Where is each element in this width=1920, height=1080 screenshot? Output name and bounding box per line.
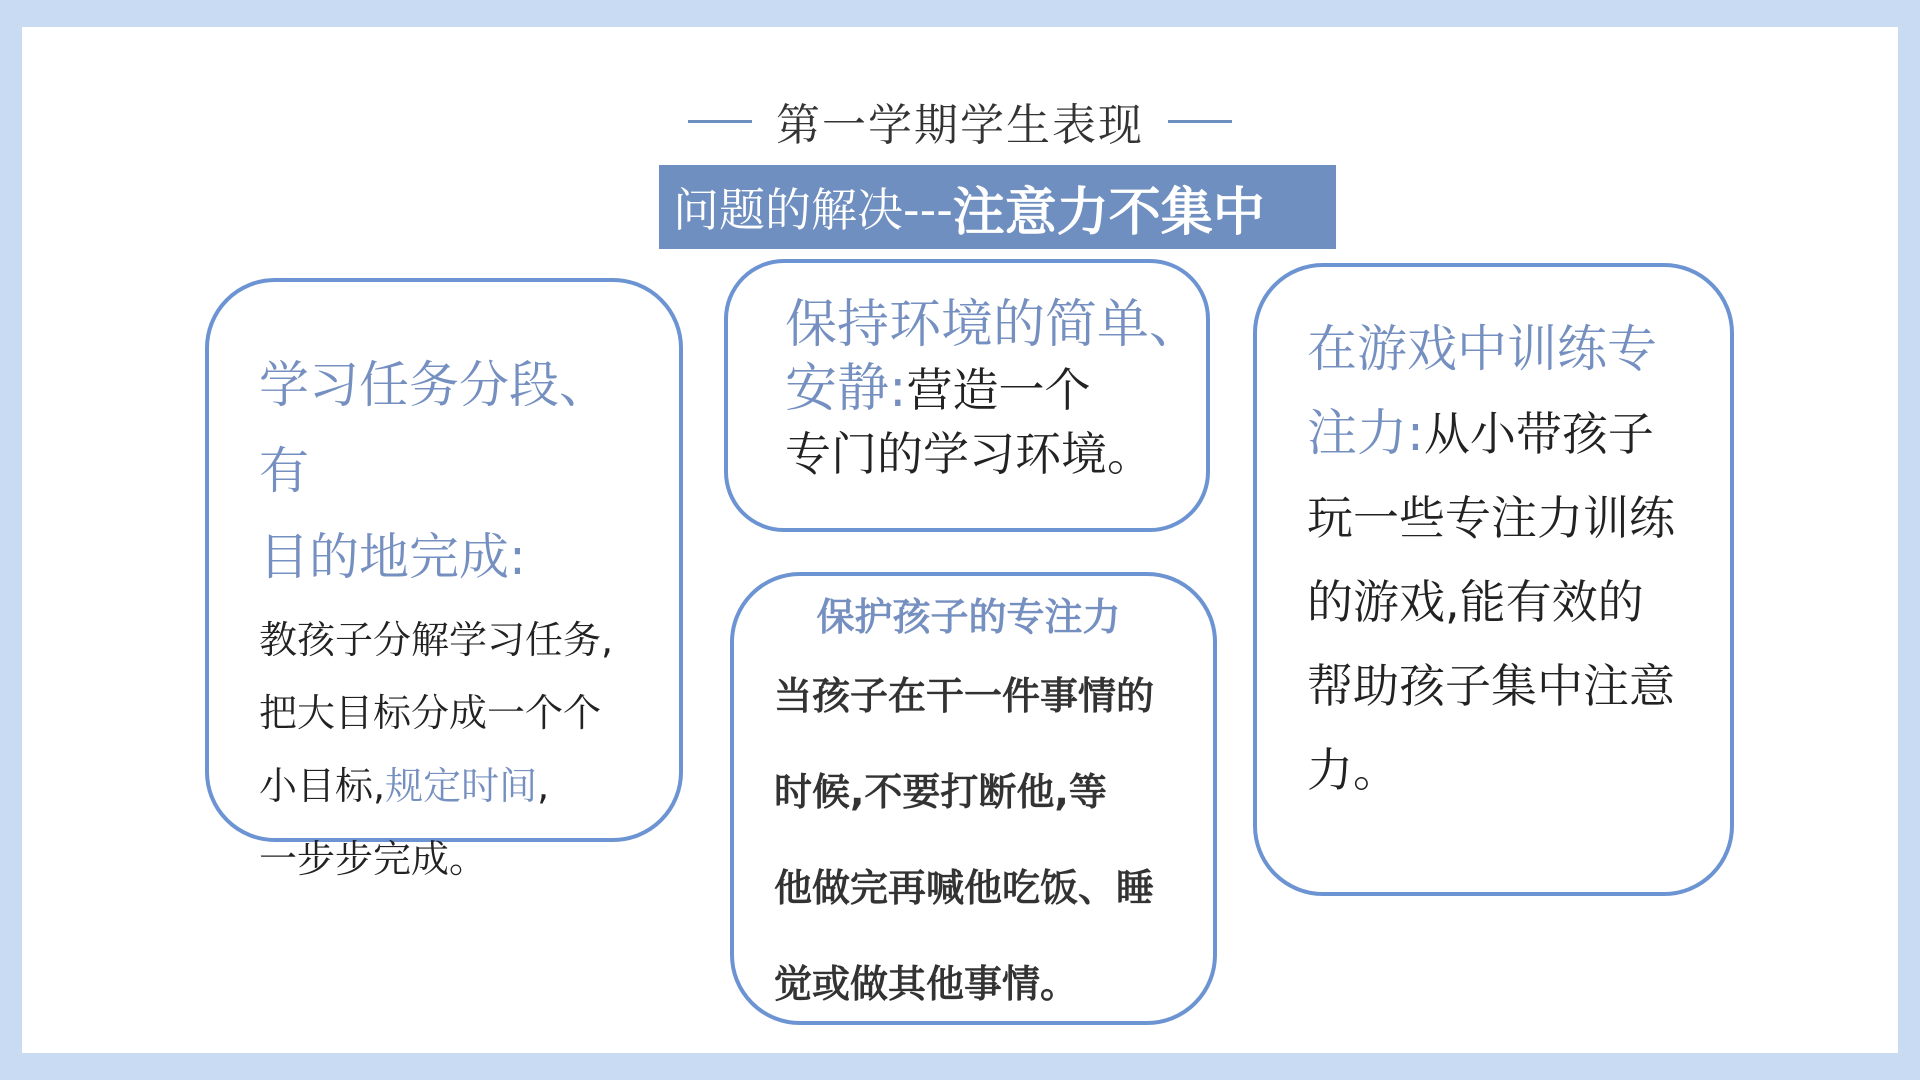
- body-line: 帮助孩子集中注意: [1307, 659, 1675, 713]
- topic-banner: [659, 165, 1336, 249]
- body-line: 教孩子分解学习任务,: [259, 618, 614, 662]
- card-games: [1253, 263, 1734, 896]
- card-environment: [724, 259, 1210, 532]
- body-line: 一步步完成。: [259, 837, 488, 881]
- body-line: 把大目标分成一个个: [259, 691, 602, 735]
- slide: [22, 27, 1898, 1053]
- card-segment-tasks-body: [259, 604, 649, 896]
- body-line: 当孩子在干一件事情的: [774, 674, 1155, 718]
- heading-line: 目的地完成:: [259, 528, 526, 586]
- body-text: ,: [537, 764, 550, 808]
- body-line: 专门的学习环境。: [785, 427, 1153, 481]
- body-text: 小目标,: [259, 764, 386, 808]
- card-protect-focus-body: [774, 648, 1193, 1032]
- body-line: 他做完再喊他吃饭、睡: [774, 866, 1155, 910]
- page-title: 第一学期学生表现: [776, 100, 1144, 151]
- mixed-line: [1307, 391, 1700, 476]
- body-line: 玩一些专注力训练: [1307, 491, 1675, 545]
- heading-line: 安静:: [785, 359, 907, 419]
- body-line: 的游戏,能有效的: [1307, 575, 1644, 629]
- banner-prefix: 问题的解决---: [673, 183, 953, 237]
- card-segment-tasks: [205, 278, 683, 881]
- card-environment-text: [785, 293, 1202, 486]
- body-text: 营造一个: [906, 363, 1091, 417]
- header-left-rule: [688, 120, 752, 123]
- mixed-line: [785, 357, 1196, 422]
- header-right-rule: [1168, 120, 1232, 123]
- card-segment-tasks-heading: [259, 342, 649, 600]
- heading-line: 学习任务分段、有: [259, 356, 609, 500]
- highlight-text: 规定时间: [385, 764, 538, 808]
- body-text: 从小带孩子: [1423, 407, 1654, 461]
- card-protect-focus: [730, 572, 1217, 1025]
- header-inner: [688, 89, 1232, 153]
- slide-header: [22, 89, 1898, 153]
- heading-line: 在游戏中训练专: [1307, 320, 1657, 378]
- body-line: 力。: [1307, 743, 1399, 797]
- banner-emphasis: 注意力不集中: [952, 182, 1265, 243]
- body-line: [259, 750, 649, 823]
- card-protect-focus-heading: 保护孩子的专注力: [816, 595, 1121, 639]
- card-games-text: [1307, 307, 1700, 812]
- heading-line: 保持环境的简单、: [785, 295, 1202, 355]
- body-line: 时候,不要打断他,等: [774, 770, 1107, 814]
- heading-line: 注力:: [1307, 404, 1424, 462]
- body-line: 觉或做其他事情。: [774, 962, 1079, 1006]
